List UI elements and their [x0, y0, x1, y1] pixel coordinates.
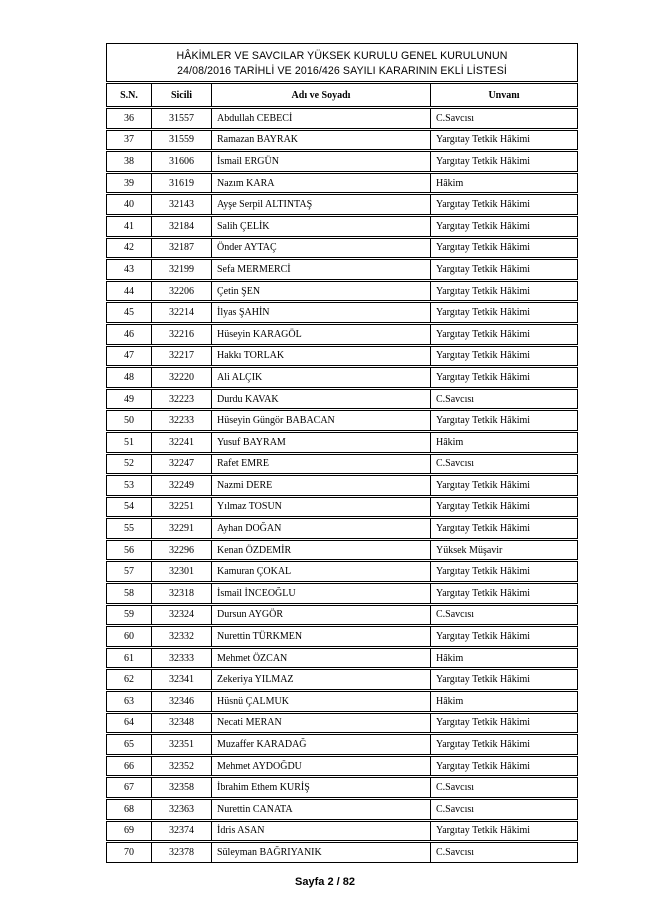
cell-serial-number: 38	[106, 151, 152, 172]
cell-registry-number: 32324	[152, 605, 212, 626]
table-row	[106, 540, 578, 561]
table-title-line1: HÂKİMLER VE SAVCILAR YÜKSEK KURULU GENEL KURULUNUN	[176, 49, 508, 62]
cell-registry-number: 32296	[152, 540, 212, 561]
cell-registry-number: 32332	[152, 626, 212, 647]
cell-full-name: Hüseyin Güngör BABACAN	[212, 410, 431, 431]
cell-registry-number: 32199	[152, 259, 212, 280]
cell-serial-number: 42	[106, 238, 152, 259]
cell-registry-number: 32233	[152, 410, 212, 431]
cell-full-name: Mehmet AYDOĞDU	[212, 756, 431, 777]
cell-full-name: Nazmi DERE	[212, 475, 431, 496]
cell-serial-number: 46	[106, 324, 152, 345]
cell-full-name: Hüseyin KARAGÖL	[212, 324, 431, 345]
cell-registry-number: 32251	[152, 497, 212, 518]
table-row	[106, 130, 578, 151]
cell-serial-number: 54	[106, 497, 152, 518]
table-row	[106, 194, 578, 215]
cell-full-name: Kenan ÖZDEMİR	[212, 540, 431, 561]
cell-full-name: Necati MERAN	[212, 713, 431, 734]
cell-serial-number: 68	[106, 799, 152, 820]
cell-title: Yargıtay Tetkik Hâkimi	[431, 194, 578, 215]
cell-title: Yargıtay Tetkik Hâkimi	[431, 346, 578, 367]
cell-registry-number: 31606	[152, 151, 212, 172]
cell-registry-number: 31559	[152, 130, 212, 151]
cell-full-name: Abdullah CEBECİ	[212, 108, 431, 129]
table-row	[106, 842, 578, 863]
table-row	[106, 821, 578, 842]
table-row	[106, 173, 578, 194]
cell-serial-number: 66	[106, 756, 152, 777]
cell-full-name: Ramazan BAYRAK	[212, 130, 431, 151]
cell-title: C.Savcısı	[431, 842, 578, 863]
table-row	[106, 410, 578, 431]
cell-title: C.Savcısı	[431, 777, 578, 798]
cell-registry-number: 32333	[152, 648, 212, 669]
cell-title: Yargıtay Tetkik Hâkimi	[431, 756, 578, 777]
cell-serial-number: 59	[106, 605, 152, 626]
column-header-sn: S.N.	[106, 83, 152, 107]
cell-serial-number: 45	[106, 302, 152, 323]
cell-serial-number: 51	[106, 432, 152, 453]
cell-serial-number: 58	[106, 583, 152, 604]
table-row	[106, 518, 578, 539]
cell-title: Hâkim	[431, 173, 578, 194]
table-row	[106, 281, 578, 302]
cell-registry-number: 32346	[152, 691, 212, 712]
cell-title: Yargıtay Tetkik Hâkimi	[431, 259, 578, 280]
cell-title: Yargıtay Tetkik Hâkimi	[431, 130, 578, 151]
cell-full-name: Hüsnü ÇALMUK	[212, 691, 431, 712]
cell-title: Hâkim	[431, 648, 578, 669]
cell-title: Hâkim	[431, 432, 578, 453]
cell-title: Yargıtay Tetkik Hâkimi	[431, 497, 578, 518]
cell-registry-number: 32249	[152, 475, 212, 496]
cell-full-name: Nazım KARA	[212, 173, 431, 194]
cell-full-name: Dursun AYGÖR	[212, 605, 431, 626]
page-number: Sayfa 2 / 82	[295, 876, 355, 888]
cell-serial-number: 57	[106, 561, 152, 582]
table-row	[106, 734, 578, 755]
table-row	[106, 626, 578, 647]
table-title-line2: 24/08/2016 TARİHLİ VE 2016/426 SAYILI KARARININ EKLİ LİSTESİ	[177, 64, 507, 77]
cell-serial-number: 49	[106, 389, 152, 410]
table-row	[106, 561, 578, 582]
cell-serial-number: 41	[106, 216, 152, 237]
cell-serial-number: 50	[106, 410, 152, 431]
cell-title: C.Savcısı	[431, 389, 578, 410]
cell-registry-number: 32374	[152, 821, 212, 842]
cell-serial-number: 60	[106, 626, 152, 647]
cell-full-name: Nurettin CANATA	[212, 799, 431, 820]
table-body	[106, 43, 578, 863]
cell-title: Yüksek Müşavir	[431, 540, 578, 561]
cell-title: Yargıtay Tetkik Hâkimi	[431, 561, 578, 582]
cell-serial-number: 63	[106, 691, 152, 712]
cell-full-name: Zekeriya YILMAZ	[212, 669, 431, 690]
cell-full-name: Durdu KAVAK	[212, 389, 431, 410]
cell-registry-number: 32220	[152, 367, 212, 388]
cell-serial-number: 36	[106, 108, 152, 129]
cell-registry-number: 32143	[152, 194, 212, 215]
table-title-row	[106, 43, 578, 82]
cell-full-name: Muzaffer KARADAĞ	[212, 734, 431, 755]
cell-title: Yargıtay Tetkik Hâkimi	[431, 151, 578, 172]
cell-registry-number: 32206	[152, 281, 212, 302]
cell-title: C.Savcısı	[431, 108, 578, 129]
cell-title: Yargıtay Tetkik Hâkimi	[431, 475, 578, 496]
table-row	[106, 108, 578, 129]
cell-registry-number: 32187	[152, 238, 212, 259]
cell-serial-number: 47	[106, 346, 152, 367]
cell-full-name: Hakkı TORLAK	[212, 346, 431, 367]
table-row	[106, 756, 578, 777]
table-row	[106, 259, 578, 280]
cell-full-name: İsmail İNCEOĞLU	[212, 583, 431, 604]
cell-full-name: Ayhan DOĞAN	[212, 518, 431, 539]
table-row	[106, 389, 578, 410]
cell-full-name: İdris ASAN	[212, 821, 431, 842]
cell-serial-number: 44	[106, 281, 152, 302]
cell-registry-number: 31619	[152, 173, 212, 194]
decision-list-table	[106, 42, 578, 864]
cell-serial-number: 56	[106, 540, 152, 561]
cell-serial-number: 67	[106, 777, 152, 798]
column-header-sicil: Sicili	[152, 83, 212, 107]
cell-registry-number: 32301	[152, 561, 212, 582]
cell-full-name: Önder AYTAÇ	[212, 238, 431, 259]
cell-registry-number: 32241	[152, 432, 212, 453]
cell-full-name: Ali ALÇIK	[212, 367, 431, 388]
cell-registry-number: 32291	[152, 518, 212, 539]
table-row	[106, 151, 578, 172]
cell-registry-number: 32217	[152, 346, 212, 367]
table-row	[106, 346, 578, 367]
cell-serial-number: 61	[106, 648, 152, 669]
cell-registry-number: 32351	[152, 734, 212, 755]
cell-registry-number: 32341	[152, 669, 212, 690]
cell-full-name: Ayşe Serpil ALTINTAŞ	[212, 194, 431, 215]
cell-serial-number: 37	[106, 130, 152, 151]
table-row	[106, 497, 578, 518]
cell-title: Yargıtay Tetkik Hâkimi	[431, 324, 578, 345]
cell-registry-number: 32216	[152, 324, 212, 345]
cell-registry-number: 32363	[152, 799, 212, 820]
table-row	[106, 475, 578, 496]
cell-full-name: Mehmet ÖZCAN	[212, 648, 431, 669]
cell-registry-number: 32378	[152, 842, 212, 863]
cell-title: Yargıtay Tetkik Hâkimi	[431, 734, 578, 755]
cell-registry-number: 32214	[152, 302, 212, 323]
cell-serial-number: 69	[106, 821, 152, 842]
cell-serial-number: 48	[106, 367, 152, 388]
cell-registry-number: 32223	[152, 389, 212, 410]
cell-serial-number: 40	[106, 194, 152, 215]
cell-title: C.Savcısı	[431, 799, 578, 820]
table-row	[106, 454, 578, 475]
cell-serial-number: 65	[106, 734, 152, 755]
cell-title: Hâkim	[431, 691, 578, 712]
cell-title: C.Savcısı	[431, 605, 578, 626]
cell-registry-number: 32352	[152, 756, 212, 777]
cell-serial-number: 39	[106, 173, 152, 194]
cell-serial-number: 53	[106, 475, 152, 496]
cell-title: C.Savcısı	[431, 454, 578, 475]
table-row	[106, 238, 578, 259]
table-row	[106, 367, 578, 388]
cell-registry-number: 32348	[152, 713, 212, 734]
cell-title: Yargıtay Tetkik Hâkimi	[431, 216, 578, 237]
cell-title: Yargıtay Tetkik Hâkimi	[431, 281, 578, 302]
cell-title: Yargıtay Tetkik Hâkimi	[431, 713, 578, 734]
table-row	[106, 648, 578, 669]
cell-registry-number: 31557	[152, 108, 212, 129]
cell-title: Yargıtay Tetkik Hâkimi	[431, 302, 578, 323]
table-row	[106, 302, 578, 323]
cell-serial-number: 64	[106, 713, 152, 734]
cell-full-name: Kamuran ÇOKAL	[212, 561, 431, 582]
cell-serial-number: 62	[106, 669, 152, 690]
cell-title: Yargıtay Tetkik Hâkimi	[431, 238, 578, 259]
cell-full-name: Yusuf BAYRAM	[212, 432, 431, 453]
cell-title: Yargıtay Tetkik Hâkimi	[431, 583, 578, 604]
cell-title: Yargıtay Tetkik Hâkimi	[431, 518, 578, 539]
cell-full-name: Nurettin TÜRKMEN	[212, 626, 431, 647]
table-row	[106, 432, 578, 453]
cell-title: Yargıtay Tetkik Hâkimi	[431, 821, 578, 842]
cell-title: Yargıtay Tetkik Hâkimi	[431, 367, 578, 388]
cell-full-name: Sefa MERMERCİ	[212, 259, 431, 280]
table-row	[106, 669, 578, 690]
cell-full-name: İbrahim Ethem KURİŞ	[212, 777, 431, 798]
cell-title: Yargıtay Tetkik Hâkimi	[431, 626, 578, 647]
cell-serial-number: 43	[106, 259, 152, 280]
table-title	[106, 43, 578, 82]
table-row	[106, 713, 578, 734]
cell-full-name: Yılmaz TOSUN	[212, 497, 431, 518]
cell-registry-number: 32318	[152, 583, 212, 604]
cell-serial-number: 70	[106, 842, 152, 863]
cell-full-name: Rafet EMRE	[212, 454, 431, 475]
cell-registry-number: 32184	[152, 216, 212, 237]
cell-serial-number: 55	[106, 518, 152, 539]
cell-registry-number: 32247	[152, 454, 212, 475]
table-row	[106, 691, 578, 712]
cell-registry-number: 32358	[152, 777, 212, 798]
cell-full-name: İsmail ERGÜN	[212, 151, 431, 172]
cell-serial-number: 52	[106, 454, 152, 475]
cell-title: Yargıtay Tetkik Hâkimi	[431, 410, 578, 431]
column-header-name: Adı ve Soyadı	[212, 83, 431, 107]
cell-full-name: Çetin ŞEN	[212, 281, 431, 302]
column-header-unvan: Unvanı	[431, 83, 578, 107]
table-row	[106, 799, 578, 820]
table-row	[106, 324, 578, 345]
table-header-row	[106, 83, 578, 107]
cell-full-name: Salih ÇELİK	[212, 216, 431, 237]
table-row	[106, 216, 578, 237]
cell-full-name: Süleyman BAĞRIYANIK	[212, 842, 431, 863]
table-row	[106, 605, 578, 626]
cell-title: Yargıtay Tetkik Hâkimi	[431, 669, 578, 690]
table-row	[106, 777, 578, 798]
table-row	[106, 583, 578, 604]
cell-full-name: İlyas ŞAHİN	[212, 302, 431, 323]
